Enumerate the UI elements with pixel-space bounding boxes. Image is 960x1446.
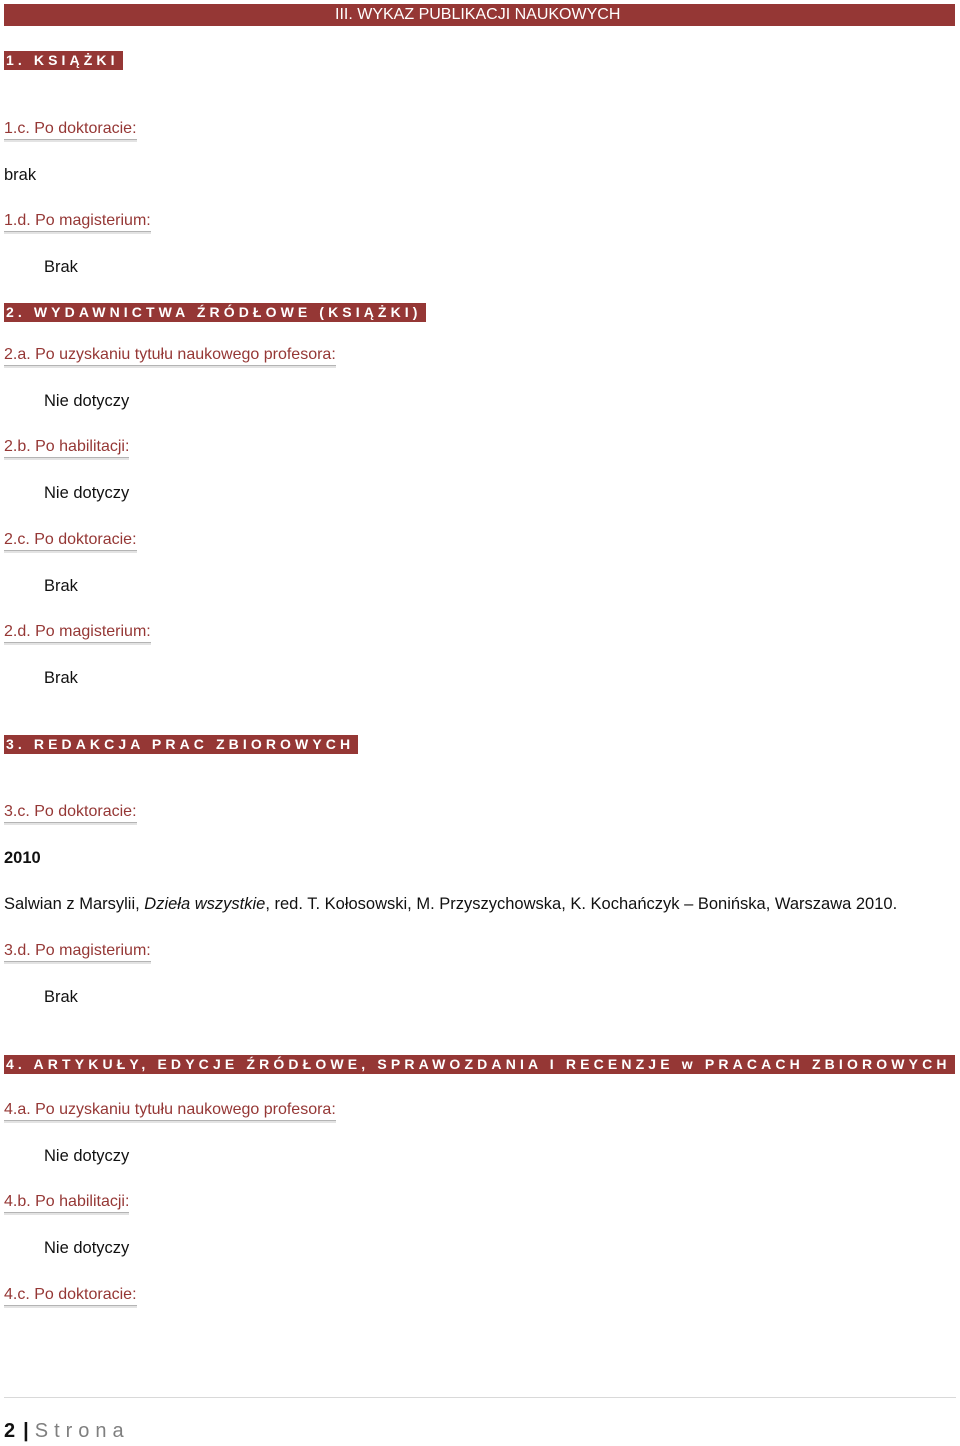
footer-separator: | [23,1420,29,1442]
document-header-bar [4,4,955,26]
section-4-heading: 4. ARTYKUŁY, EDYCJE ŹRÓDŁOWE, SPRAWOZDANIA I RECENZJE w PRACACH ZBIOROWYCH [4,1055,955,1074]
subsection-2b-label: 2.b. Po habilitacji: [4,437,129,458]
section-2-heading: 2. WYDAWNICTWA ŹRÓDŁOWE (KSIĄŻKI) [4,303,426,322]
page-footer [4,1418,130,1444]
subsection-2d-label: 2.d. Po magisterium: [4,622,151,643]
subsection-2c-text: Brak [44,577,78,595]
subsection-2d-text: Brak [44,669,78,687]
publication-entry [4,894,897,914]
subsection-1c-label: 1.c. Po doktoracie: [4,119,137,140]
publication-entry-prefix: Salwian z Marsylii, [4,895,145,913]
subsection-3c-year: 2010 [4,849,41,867]
page-number: 2 [4,1420,16,1442]
footer-divider [4,1397,956,1398]
publication-entry-details: , red. T. Kołosowski, M. Przyszychowska, K. Kochańczyk – Bonińska, Warszawa 2010. [265,895,898,913]
subsection-2b-text: Nie dotyczy [44,484,130,502]
subsection-2a-label: 2.a. Po uzyskaniu tytułu naukowego profesora: [4,345,336,366]
subsection-2a-text: Nie dotyczy [44,392,130,410]
subsection-4c-label: 4.c. Po doktoracie: [4,1285,137,1306]
subsection-1d-text: Brak [44,258,78,276]
subsection-4a-label: 4.a. Po uzyskaniu tytułu naukowego profesora: [4,1100,336,1121]
subsection-3c-label: 3.c. Po doktoracie: [4,802,137,823]
subsection-1c-text: brak [4,166,37,184]
section-3-heading: 3. REDAKCJA PRAC ZBIOROWYCH [4,735,358,754]
subsection-4b-text: Nie dotyczy [44,1239,130,1257]
subsection-4b-label: 4.b. Po habilitacji: [4,1192,129,1213]
subsection-4a-text: Nie dotyczy [44,1147,130,1165]
document-title: III. WYKAZ PUBLIKACJI NAUKOWYCH [335,6,621,23]
subsection-1d-label: 1.d. Po magisterium: [4,211,151,232]
subsection-3d-label: 3.d. Po magisterium: [4,941,151,962]
publication-entry-title: Dzieła wszystkie [144,895,266,913]
page-label: Strona [34,1420,130,1442]
section-1-heading: 1. KSIĄŻKI [4,51,123,70]
subsection-3d-text: Brak [44,988,78,1006]
subsection-2c-label: 2.c. Po doktoracie: [4,530,137,551]
